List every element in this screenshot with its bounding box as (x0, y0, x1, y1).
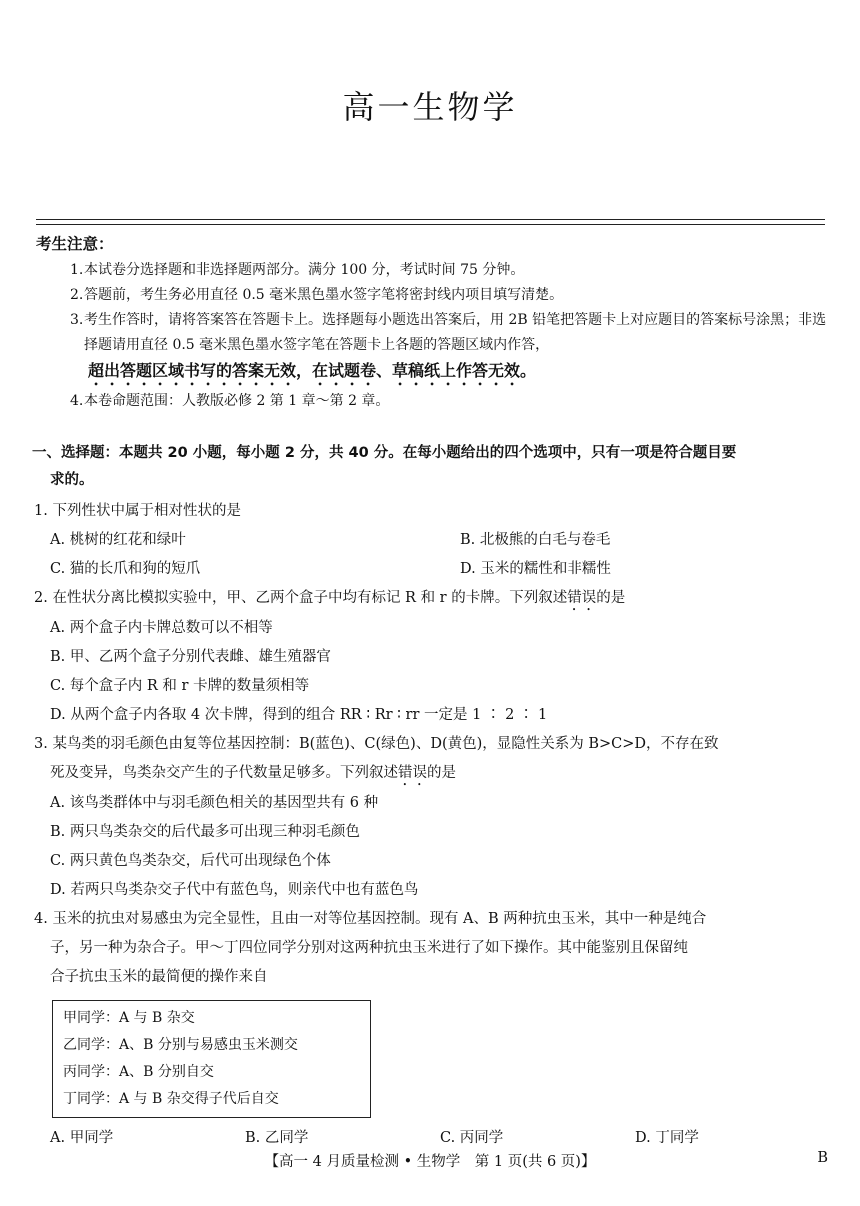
notice-item-number: 2. (70, 287, 84, 303)
option-c: C. 每个盒子内 R 和 r 卡牌的数量须相等 (50, 678, 310, 694)
notice-item (70, 258, 830, 283)
question-3 (34, 730, 830, 905)
option-b: B. 乙同学 (245, 1130, 309, 1146)
question-2 (34, 584, 830, 730)
option-c: C. 丙同学 (440, 1130, 504, 1146)
box-line: 乙同学：A、B 分别与易感虫玉米测交 (63, 1037, 298, 1053)
paper-version-mark: B (817, 1150, 828, 1166)
option-a: A. 桃树的红花和绿叶 (50, 532, 186, 548)
option-b: B. 北极熊的白毛与卷毛 (460, 532, 611, 548)
question-1 (34, 497, 830, 584)
section-heading-line: 一、选择题：本题共 20 小题，每小题 2 分，共 40 分。在每小题给出的四个选项中，只有一项是符合题目要 (32, 445, 737, 461)
question-stem-cont (34, 759, 830, 789)
notice-item-text: 本试卷分选择题和非选择题两部分。满分 100 分，考试时间 75 分钟。 (84, 262, 525, 278)
stem-text: 2. 在性状分离比模拟实验中，甲、乙两个盒子中均有标记 R 和 r 的卡牌。下列叙述 (34, 590, 568, 606)
question-stem: 1. 下列性状中属于相对性状的是 (34, 503, 241, 519)
option-a: A. 甲同学 (50, 1130, 114, 1146)
option-c: C. 两只黄色鸟类杂交，后代可出现绿色个体 (50, 853, 331, 869)
notice-item-number: 1. (70, 262, 84, 278)
stem-text: 的是 (596, 590, 626, 606)
notice-item (70, 283, 830, 308)
header-rule-thick (36, 219, 825, 220)
notice-heading: 考生注意： (36, 235, 114, 253)
page-footer: 【高一 4 月质量检测 • 生物学 第 1 页(共 6 页)】 (264, 1154, 596, 1170)
notice-list (70, 258, 830, 414)
option-b: B. 两只鸟类杂交的后代最多可出现三种羽毛颜色 (50, 824, 360, 840)
notice-item-text: 答题前，考生务必用直径 0.5 毫米黑色墨水签字笔将密封线内项目填写清楚。 (84, 287, 564, 303)
option-a: A. 两个盒子内卡牌总数可以不相等 (50, 620, 273, 636)
stem-text: 死及变异，鸟类杂交产生的子代数量足够多。下列叙述 (50, 765, 398, 781)
notice-item-number: 4. (70, 393, 84, 409)
question-stem: 3. 某鸟类的羽毛颜色由复等位基因控制：B(蓝色)、C(绿色)、D(黄色)，显隐性关系为 B>C>D，不存在致 (34, 736, 719, 752)
notice-emphasis-text: 超出答题区域书写的答案无效，在试题卷、草稿纸上作答无效。 (88, 361, 537, 380)
question-stem-cont: 子，另一种为杂合子。甲～丁四位同学分别对这两种抗虫玉米进行了如下操作。其中能鉴别且保留纯 (50, 940, 688, 956)
notice-item (70, 308, 830, 389)
option-row (34, 555, 830, 584)
question-4 (34, 905, 830, 1153)
emphasis-text: 错误 (398, 765, 427, 781)
header-rule-thin (36, 224, 825, 225)
notice-item-text: 本卷命题范围：人教版必修 2 第 1 章～第 2 章。 (84, 393, 390, 409)
emphasis-text: 错误 (567, 590, 597, 606)
option-b: B. 甲、乙两个盒子分别代表雌、雄生殖器官 (50, 649, 331, 665)
stem-text: 的是 (427, 765, 456, 781)
page-title: 高一生物学 (342, 88, 518, 126)
question-stem-cont: 合子抗虫玉米的最简便的操作来自 (50, 969, 268, 985)
question-stem (34, 584, 830, 614)
option-d: D. 若两只鸟类杂交子代中有蓝色鸟，则亲代中也有蓝色鸟 (50, 882, 419, 898)
notice-item (70, 389, 830, 414)
option-row (34, 1124, 830, 1153)
section-heading (32, 440, 832, 494)
question-list (34, 497, 830, 1153)
box-line: 丁同学：A 与 B 杂交得子代后自交 (63, 1091, 279, 1107)
option-d: D. 从两个盒子内各取 4 次卡牌，得到的组合 RR ∶ Rr ∶ rr 一定是 1 ∶ 2 ∶ 1 (50, 707, 548, 723)
student-operations-box (52, 1000, 371, 1118)
box-line: 甲同学：A 与 B 杂交 (63, 1010, 195, 1026)
option-c: C. 猫的长爪和狗的短爪 (50, 561, 201, 577)
notice-item-number: 3. (70, 312, 84, 328)
section-heading-line: 求的。 (50, 472, 94, 488)
option-row (34, 526, 830, 555)
notice-item-text: 考生作答时，请将答案答在答题卡上。选择题每小题选出答案后，用 2B 铅笔把答题卡上对应题目的答案标号涂黑；非选择题请用直径 0.5 毫米黑色墨水签字笔在答题卡上各题的答题区域内作答， (84, 312, 827, 353)
option-d: D. 丁同学 (635, 1130, 699, 1146)
option-a: A. 该鸟类群体中与羽毛颜色相关的基因型共有 6 种 (50, 795, 379, 811)
option-d: D. 玉米的糯性和非糯性 (460, 561, 611, 577)
box-line: 丙同学：A、B 分别自交 (63, 1064, 214, 1080)
question-stem: 4. 玉米的抗虫对易感虫为完全显性，且由一对等位基因控制。现有 A、B 两种抗虫玉米，其中一种是纯合 (34, 911, 707, 927)
